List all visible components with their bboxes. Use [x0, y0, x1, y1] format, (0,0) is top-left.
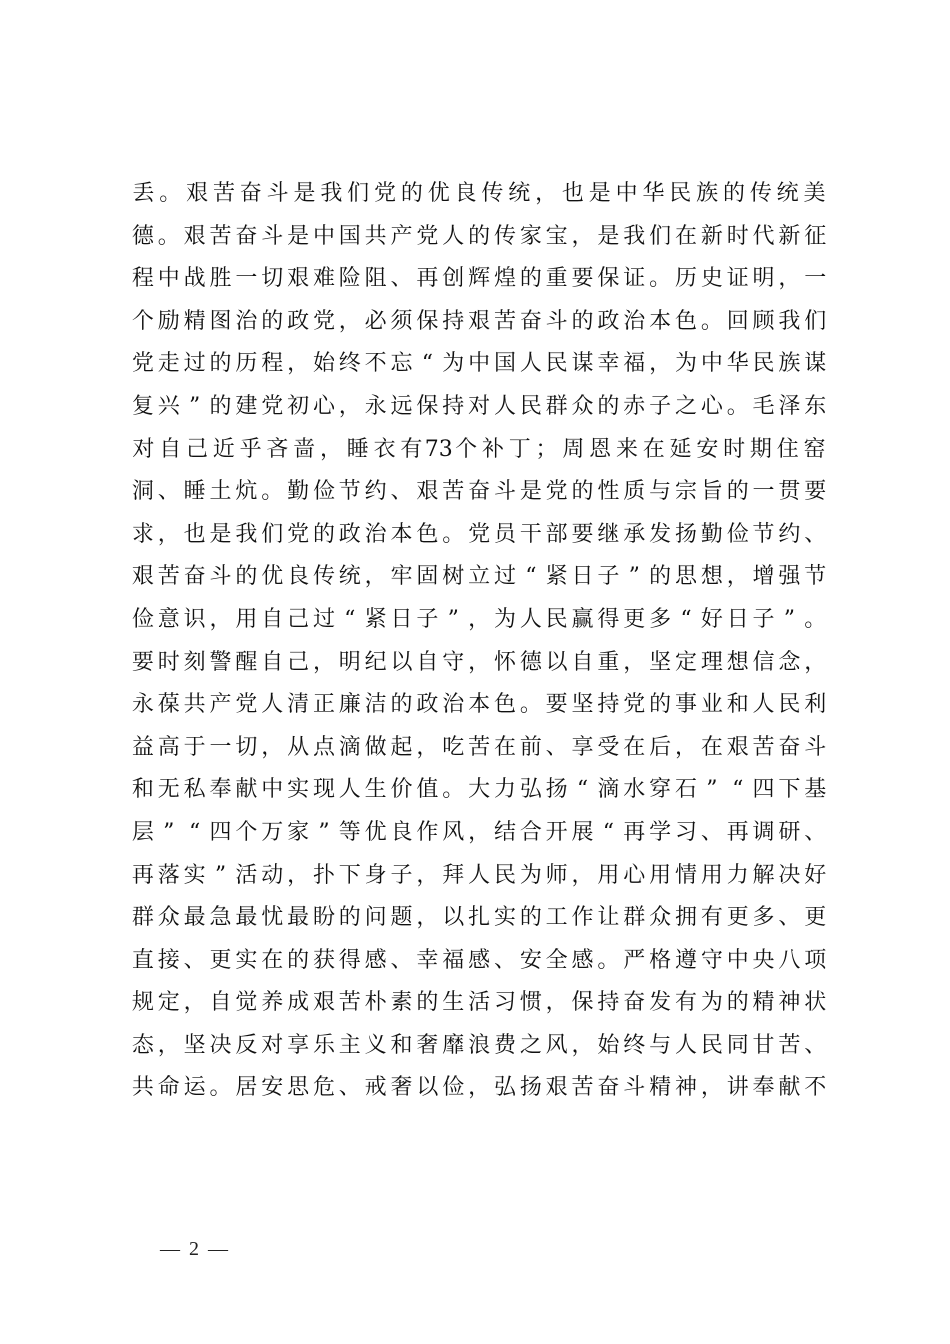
text-line: 党 走 过 的 历 程 ， 始 终 不 忘 “ 为 中 国 人 民 谋 幸 福 ， 为 中 华 民 族 谋 [131, 351, 827, 377]
text-line: 对 自 己 近 乎 吝 啬 ， 睡 衣 有 73 个 补 丁 ； 周 恩 来 在 延 安 时 期 住 窑 [132, 436, 826, 462]
text-line: 个 励 精 图 治 的 政 党 ， 必 须 保 持 艰 苦 奋 斗 的 政 治 本 色 。 回 顾 我 们 [131, 308, 827, 334]
text-line: 艰 苦 奋 斗 的 优 良 传 统 ， 牢 固 树 立 过 “ 紧 日 子 ” 的 思 想 ， 增 强 节 [131, 564, 827, 590]
text-line: 共 命 运 。 居 安 思 危 、 戒 奢 以 俭 ， 弘 扬 艰 苦 奋 斗 精 神 ， 讲 奉 献 不 [131, 1075, 827, 1101]
text-line: 再 落 实 ” 活 动 ， 扑 下 身 子 ， 拜 人 民 为 师 ， 用 心 用 情 用 力 解 决 好 [131, 862, 827, 888]
text-line: 规 定 ， 自 觉 养 成 艰 苦 朴 素 的 生 活 习 惯 ， 保 持 奋 发 有 为 的 精 神 状 [131, 990, 827, 1016]
text-line: 求 ， 也 是 我 们 党 的 政 治 本 色 。 党 员 干 部 要 继 承 发 扬 勤 俭 节 约 、 [131, 521, 827, 547]
text-line: 和 无 私 奉 献 中 实 现 人 生 价 值 。 大 力 弘 扬 “ 滴 水 穿 石 ” “ 四 下 基 [131, 777, 827, 803]
text-line: 复 兴 ” 的 建 党 初 心 ， 永 远 保 持 对 人 民 群 众 的 赤 子 之 心 。 毛 泽 东 [131, 393, 827, 419]
text-line: 俭 意 识 ， 用 自 己 过 “ 紧 日 子 ” ， 为 人 民 赢 得 更 多 “ 好 日 子 ” 。 [131, 606, 827, 632]
text-line: 程 中 战 胜 一 切 艰 难 险 阻 、 再 创 辉 煌 的 重 要 保 证 。 历 史 证 明 ， 一 [131, 266, 827, 292]
text-line: 要 时 刻 警 醒 自 己 ， 明 纪 以 自 守 ， 怀 德 以 自 重 ， 坚 定 理 想 信 念 ， [131, 649, 827, 675]
text-line: 益 高 于 一 切 ， 从 点 滴 做 起 ， 吃 苦 在 前 、 享 受 在 后 ， 在 艰 苦 奋 斗 [131, 734, 827, 760]
text-line: 层 ” “ 四 个 万 家 ” 等 优 良 作 风 ， 结 合 开 展 “ 再 学 习 、 再 调 研 、 [131, 819, 827, 845]
text-line: 洞 、 睡 土 炕 。 勤 俭 节 约 、 艰 苦 奋 斗 是 党 的 性 质 与 宗 旨 的 一 贯 要 [131, 479, 827, 505]
text-line: 群 众 最 急 最 忧 最 盼 的 问 题 ， 以 扎 实 的 工 作 让 群 众 拥 有 更 多 、 更 [131, 905, 827, 931]
text-line: 态 ， 坚 决 反 对 享 乐 主 义 和 奢 靡 浪 费 之 风 ， 始 终 与 人 民 同 甘 苦 、 [131, 1032, 827, 1058]
body-paragraph [130, 173, 830, 1110]
text-line: 直 接 、 更 实 在 的 获 得 感 、 幸 福 感 、 安 全 感 。 严 格 遵 守 中 央 八 项 [131, 947, 827, 973]
text-line: 德 。 艰 苦 奋 斗 是 中 国 共 产 党 人 的 传 家 宝 ， 是 我 们 在 新 时 代 新 征 [131, 223, 827, 249]
page-number: — 2 — [160, 1238, 230, 1260]
text-line: 丢 。 艰 苦 奋 斗 是 我 们 党 的 优 良 传 统 ， 也 是 中 华 民 族 的 传 统 美 [132, 181, 826, 206]
text-line: 永 葆 共 产 党 人 清 正 廉 洁 的 政 治 本 色 。 要 坚 持 党 的 事 业 和 人 民 利 [131, 692, 827, 718]
